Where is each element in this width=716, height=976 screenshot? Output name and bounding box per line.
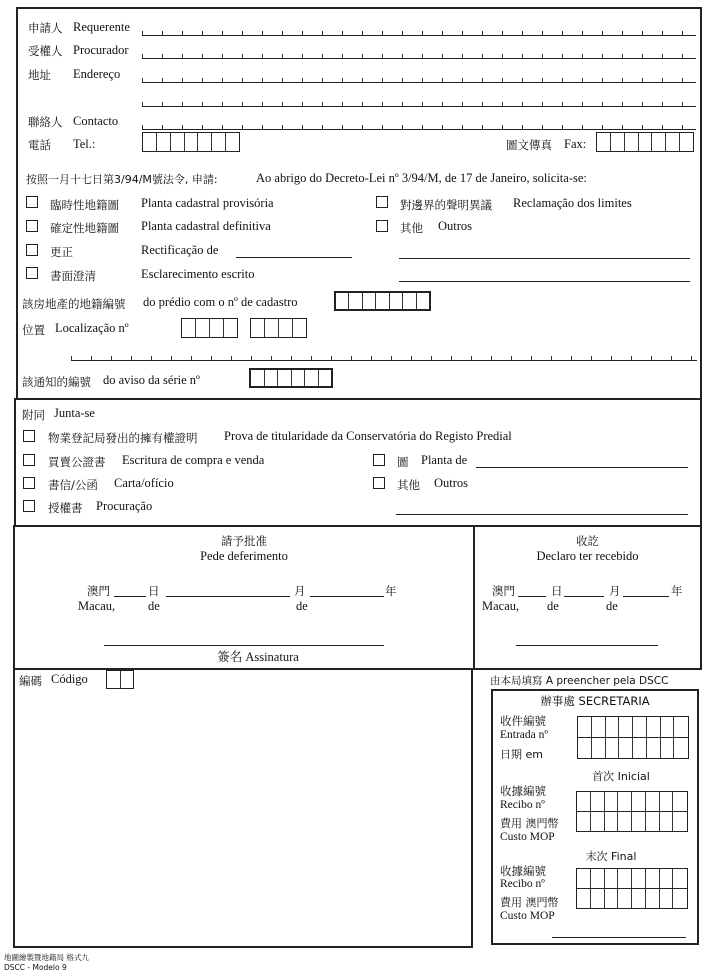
contacto-field[interactable] (142, 121, 696, 130)
escritura-label-zh: 買賣公證書 (48, 455, 106, 469)
procurador-label-zh: 受權人 (28, 44, 63, 58)
titularidade-checkbox[interactable] (23, 430, 35, 442)
cadastro-label-pt: do prédio com o nº de cadastro (143, 295, 298, 309)
recibo-final-grid[interactable] (576, 868, 688, 909)
inicial-label: 首次 Inicial (592, 770, 650, 783)
deferimento-de-2: de (296, 599, 308, 613)
footer-line-1: 地圖繪製暨地籍局 格式九 (4, 953, 89, 962)
codigo-section (13, 668, 473, 948)
procuracao-label-zh: 授權書 (48, 501, 83, 515)
recibo-inicial-label-zh: 收據編號 (500, 784, 546, 798)
definitiva-label-pt: Planta cadastral definitiva (141, 219, 271, 233)
signature-field[interactable] (104, 645, 384, 646)
outros-request-field-1[interactable] (399, 258, 690, 259)
request-intro-zh: 按照一月十七日第3/94/M號法令, 申請: (26, 173, 218, 186)
reclamacao-label-pt: Reclamação dos limites (513, 196, 632, 210)
deferimento-macau-zh: 澳門 (87, 584, 110, 598)
deferimento-day-zh: 日 (148, 584, 160, 598)
rectificacao-label-zh: 更正 (50, 245, 73, 259)
endereco-label-zh: 地址 (28, 68, 51, 82)
recebido-title-pt: Declaro ter recebido (536, 549, 639, 563)
deferimento-year-field[interactable] (310, 596, 384, 597)
recebido-de-2: de (606, 599, 618, 613)
requerente-label-pt: Requerente (73, 20, 130, 34)
localizacao-label-pt: Localização nº (55, 321, 129, 335)
escritura-label-pt: Escritura de compra e venda (122, 453, 265, 467)
footer-line-2: DSCC - Modelo 9 (4, 963, 67, 972)
rectificacao-field[interactable] (236, 257, 352, 258)
recebido-signature-field[interactable] (516, 645, 658, 646)
carta-label-zh: 書信/公函 (48, 478, 98, 492)
deferimento-year-zh: 年 (385, 584, 397, 598)
procuracao-label-pt: Procuração (96, 499, 153, 513)
carta-label-pt: Carta/ofício (114, 476, 174, 490)
outros-attach-label-zh: 其他 (397, 478, 420, 492)
outros-request-label-zh: 其他 (400, 221, 423, 235)
rectificacao-checkbox[interactable] (26, 244, 38, 256)
esclarecimento-label-pt: Esclarecimento escrito (141, 267, 255, 281)
tel-label-zh: 電話 (28, 138, 51, 152)
aviso-label-pt: do aviso da série nº (103, 373, 200, 387)
outros-request-field-2[interactable] (399, 281, 690, 282)
fax-label-pt: Fax: (564, 137, 587, 151)
recebido-day-field[interactable] (518, 596, 546, 597)
definitiva-label-zh: 確定性地籍圖 (50, 221, 119, 235)
request-intro-pt: Ao abrigo do Decreto-Lei nº 3/94/M, de 17 de Janeiro, solicita-se: (256, 171, 587, 185)
esclarecimento-checkbox[interactable] (26, 267, 38, 279)
provisoria-label-pt: Planta cadastral provisória (141, 196, 274, 210)
entrada-data-grid[interactable] (577, 716, 689, 759)
secretaria-title: 辦事處 SECRETARIA (540, 694, 650, 708)
codigo-field[interactable] (106, 670, 134, 689)
final-label: 末次 Final (585, 850, 637, 863)
procurador-field[interactable] (142, 50, 696, 59)
custo-inicial-label-zh: 費用 澳門幣 (500, 817, 559, 830)
deferimento-day-field[interactable] (114, 596, 146, 597)
recebido-macau-zh: 澳門 (492, 584, 515, 598)
planta-label-pt: Planta de (421, 453, 468, 467)
reclamacao-label-zh: 對邊界的聲明異議 (400, 198, 492, 212)
recebido-macau-pt: Macau, (482, 599, 520, 613)
recebido-day-zh: 日 (551, 584, 563, 598)
recebido-year-zh: 年 (671, 584, 683, 598)
endereco-field-1[interactable] (142, 74, 696, 83)
rectificacao-label-pt: Rectificação de (141, 243, 219, 257)
recibo-inicial-grid[interactable] (576, 791, 688, 832)
custo-inicial-label-pt: Custo MOP (500, 831, 555, 843)
esclarecimento-label-zh: 書面澄清 (50, 269, 96, 283)
dscc-signature-field[interactable] (552, 937, 686, 938)
planta-label-zh: 圖 (397, 455, 409, 469)
recebido-de-1: de (547, 599, 559, 613)
recibo-final-label-zh: 收據編號 (500, 864, 546, 878)
recebido-month-zh: 月 (609, 584, 621, 598)
fax-field[interactable] (596, 132, 694, 152)
cadastro-field[interactable] (334, 291, 431, 311)
localizacao-text-field[interactable] (71, 352, 697, 361)
recibo-inicial-label-pt: Recibo nº (500, 799, 545, 811)
attachments-title-pt: Junta-se (54, 406, 95, 420)
localizacao-field-1[interactable] (181, 318, 238, 338)
planta-field[interactable] (476, 467, 688, 468)
requerente-field[interactable] (142, 27, 696, 36)
endereco-label-pt: Endereço (73, 67, 121, 81)
entrada-label-pt: Entrada nº (500, 729, 548, 741)
outros-attach-checkbox[interactable] (373, 477, 385, 489)
provisoria-label-zh: 臨時性地籍圖 (50, 198, 119, 212)
escritura-checkbox[interactable] (23, 454, 35, 466)
entrada-label-zh: 收件編號 (500, 714, 546, 728)
recibo-final-label-pt: Recibo nº (500, 878, 545, 890)
deferimento-title-zh: 請予批准 (221, 534, 267, 548)
aviso-label-zh: 該通知的編號 (22, 375, 91, 389)
titularidade-label-pt: Prova de titularidade da Conservatória do Registo Predial (224, 429, 512, 443)
recebido-year-field[interactable] (623, 596, 669, 597)
outros-request-label-pt: Outros (438, 219, 473, 233)
cadastro-label-zh: 該房地產的地籍編號 (22, 297, 126, 311)
contacto-label-pt: Contacto (73, 114, 119, 128)
localizacao-label-zh: 位置 (22, 323, 45, 337)
fax-label-zh: 圖文傳真 (506, 138, 552, 152)
deferimento-month-field[interactable] (166, 596, 290, 597)
procurador-label-pt: Procurador (73, 43, 129, 57)
attachments-title-zh: 附同 (22, 408, 45, 422)
deferimento-month-zh: 月 (294, 584, 306, 598)
provisoria-checkbox[interactable] (26, 196, 38, 208)
codigo-label-pt: Código (51, 672, 88, 686)
deferimento-de-1: de (148, 599, 160, 613)
outros-attach-label-pt: Outros (434, 476, 469, 490)
recebido-month-field[interactable] (564, 596, 604, 597)
localizacao-field-2[interactable] (250, 318, 307, 338)
custo-final-label-zh: 費用 澳門幣 (500, 896, 559, 909)
outros-attach-field[interactable] (396, 514, 688, 515)
planta-checkbox[interactable] (373, 454, 385, 466)
codigo-label-zh: 編碼 (19, 674, 42, 688)
titularidade-label-zh: 物業登記局發出的擁有權證明 (48, 431, 198, 445)
dscc-header: 由本局填寫 A preencher pela DSCC (490, 675, 669, 687)
carta-checkbox[interactable] (23, 477, 35, 489)
definitiva-checkbox[interactable] (26, 220, 38, 232)
recebido-title-zh: 收訖 (576, 534, 599, 548)
requerente-label-zh: 申請人 (28, 21, 63, 35)
tel-label-pt: Tel.: (73, 137, 96, 151)
reclamacao-checkbox[interactable] (376, 196, 388, 208)
endereco-field-2[interactable] (142, 98, 696, 107)
data-label: 日期 em (500, 748, 543, 761)
deferimento-title-pt: Pede deferimento (200, 549, 288, 563)
signature-label: 簽名 Assinatura (217, 650, 299, 664)
procuracao-checkbox[interactable] (23, 500, 35, 512)
custo-final-label-pt: Custo MOP (500, 910, 555, 922)
deferimento-macau-pt: Macau, (78, 599, 116, 613)
outros-request-checkbox[interactable] (376, 220, 388, 232)
tel-field[interactable] (142, 132, 240, 152)
contacto-label-zh: 聯絡人 (28, 115, 63, 129)
aviso-field[interactable] (249, 368, 333, 388)
